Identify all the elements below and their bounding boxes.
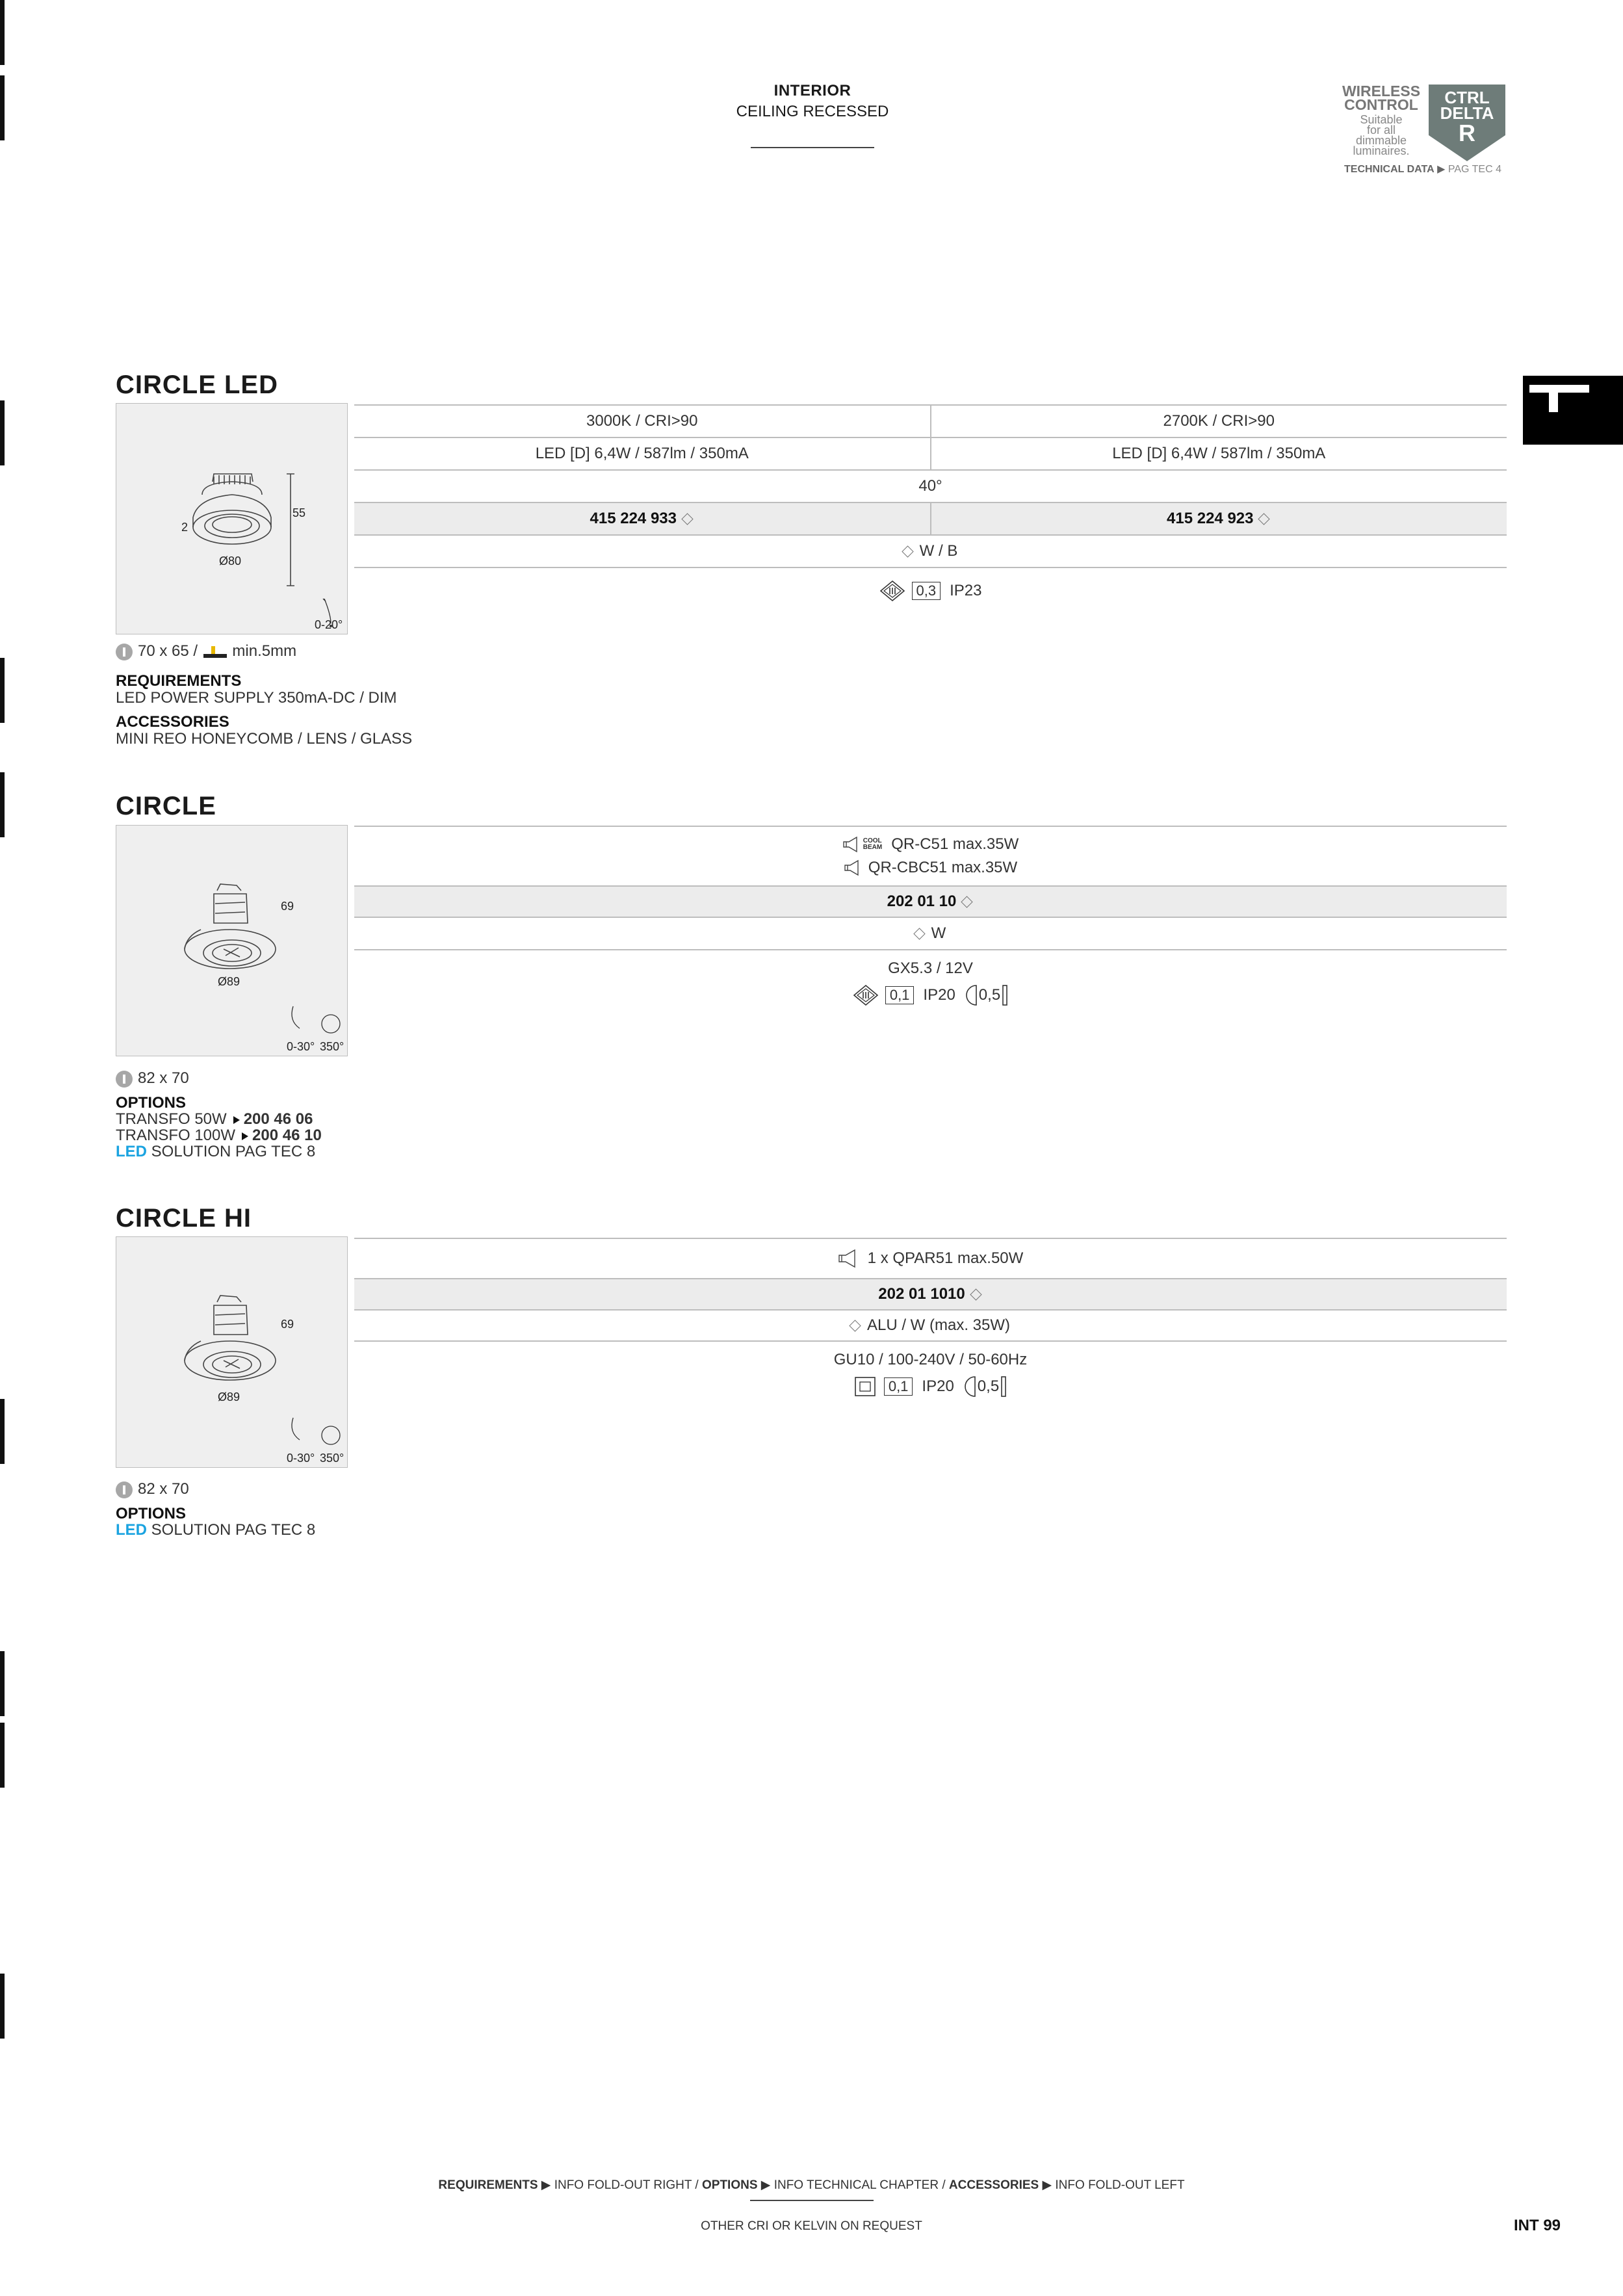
cool-beam-line2: BEAM	[863, 844, 883, 851]
spec-table-circle	[354, 826, 1507, 1015]
downlight-drawing-icon	[116, 404, 348, 635]
footer-options-info: INFO TECHNICAL CHAPTER /	[773, 2178, 946, 2192]
spec-row-finish	[354, 534, 1507, 567]
lamp-line-2	[844, 859, 1017, 877]
wireless-text	[1339, 85, 1423, 156]
badge-line1: CTRL	[1444, 88, 1490, 107]
requirements-label: REQUIREMENTS	[116, 672, 242, 690]
registration-mark	[0, 0, 5, 65]
article-code-text: 202 01 1010	[878, 1285, 965, 1303]
subsection-title: CEILING RECESSED	[736, 103, 889, 120]
registration-mark	[0, 1974, 5, 2039]
product-drawing-circle	[116, 825, 348, 1056]
wireless-small3: dimmable	[1355, 134, 1407, 147]
page-number: INT 99	[1514, 2217, 1561, 2234]
option-transfo-50-text: TRANSFO 50W	[116, 1110, 227, 1128]
tab-ceiling-icon	[1529, 385, 1589, 393]
lamp-line-1	[842, 835, 1019, 854]
finish-text: W	[931, 924, 946, 942]
led-label: LED	[116, 1521, 147, 1539]
footer-legend	[0, 2178, 1623, 2193]
registration-mark	[0, 772, 5, 837]
spec-row-finish	[354, 917, 1507, 949]
spec-value-box: 0,3	[912, 582, 941, 600]
cool-beam-badge	[863, 838, 882, 851]
tab-ceiling-icon-stem	[1549, 393, 1558, 412]
colour-temp-a: 3000K / CRI>90	[586, 412, 698, 430]
lamp-cell	[354, 1239, 1507, 1278]
triangle-arrow-icon: ▶	[1042, 2178, 1052, 2192]
class-iii-diamond-icon	[853, 984, 879, 1006]
rotation-angle: 350°	[320, 1040, 344, 1053]
led-solution-text: SOLUTION PAG TEC 8	[151, 1521, 316, 1539]
tilt-angle: 0-20°	[315, 618, 343, 631]
reflector-lamp-icon	[842, 836, 862, 853]
symbols-line	[853, 984, 1008, 1006]
distance-half-circle-icon	[965, 984, 979, 1006]
object-bar-icon	[1000, 1376, 1007, 1398]
spec-row-lamp	[354, 1238, 1507, 1278]
option-transfo-100-code[interactable]: 200 46 10	[252, 1127, 322, 1144]
socket-voltage: GU10 / 100-240V / 50-60Hz	[833, 1351, 1028, 1368]
lamp-type-2: QR-CBC51 max.35W	[868, 859, 1018, 876]
spec-value-box: 0,1	[884, 1377, 913, 1396]
spec-row-code	[354, 502, 1507, 534]
reflector-lamp-icon	[844, 859, 863, 876]
article-code[interactable]	[354, 887, 1507, 917]
cutout-note-circle-hi	[116, 1480, 189, 1498]
technical-data-label: TECHNICAL DATA	[1344, 164, 1435, 175]
product-title-circle: CIRCLE	[116, 792, 216, 820]
product-drawing-circle-hi	[116, 1236, 348, 1468]
footer-requirements: REQUIREMENTS	[438, 2178, 538, 2192]
registration-mark	[0, 400, 5, 465]
spec-table-circle-hi	[354, 1238, 1507, 1407]
product-title-circle-led: CIRCLE LED	[116, 371, 278, 399]
ip-rating: IP20	[923, 986, 955, 1004]
ceiling-thickness-icon	[202, 644, 228, 660]
spec-row-lamp	[354, 826, 1507, 885]
cool-beam-line1: COOL	[863, 837, 882, 844]
wireless-line1: WIRELESS	[1342, 83, 1421, 99]
article-code[interactable]	[354, 1279, 1507, 1309]
option-transfo-100-text: TRANSFO 100W	[116, 1127, 236, 1144]
diamond-icon	[970, 1288, 981, 1300]
technical-data-ref: PAG TEC 4	[1448, 164, 1501, 175]
spec-row-symbols	[354, 567, 1507, 614]
beam-angle: 40°	[918, 477, 942, 495]
dimension-height: 55	[292, 506, 306, 519]
article-code-b-text: 415 224 923	[1167, 510, 1254, 527]
tilt-angle: 0-30°	[287, 1452, 315, 1465]
registration-mark	[0, 75, 5, 140]
dimension-diameter: Ø89	[218, 975, 240, 988]
option-led-solution	[116, 1521, 315, 1539]
led-spec-a: LED [D] 6,4W / 587lm / 350mA	[535, 445, 749, 462]
triangle-arrow-icon: ▶	[541, 2178, 551, 2192]
cutout-size: 82 x 70	[138, 1480, 189, 1498]
wireless-line2: CONTROL	[1344, 96, 1418, 113]
cutout-info-icon	[116, 1071, 133, 1088]
tilt-angle: 0-30°	[287, 1040, 315, 1053]
min-distance: 0,5	[978, 986, 1001, 1004]
electrical-cell	[354, 950, 1507, 1015]
footer-divider	[750, 2200, 874, 2201]
spec-row-beam	[354, 469, 1507, 502]
section-title: INTERIOR	[773, 82, 851, 99]
spec-row-led	[354, 437, 1507, 469]
options-label: OPTIONS	[116, 1505, 187, 1522]
cutout-info-icon	[116, 1481, 133, 1498]
class-ii-square-icon	[854, 1376, 877, 1398]
spec-row-electrical	[354, 1340, 1507, 1407]
footer-options: OPTIONS	[702, 2178, 758, 2192]
registration-mark	[0, 1651, 5, 1716]
article-code-b[interactable]	[930, 503, 1507, 534]
wireless-control-badge	[1339, 83, 1511, 181]
socket-voltage: GX5.3 / 12V	[888, 959, 973, 977]
triangle-arrow-icon	[242, 1132, 248, 1140]
product-title-circle-hi: CIRCLE HI	[116, 1204, 252, 1233]
cutout-size: 70 x 65 /	[138, 642, 198, 660]
class-iii-diamond-icon	[879, 580, 905, 602]
finish-text: W / B	[919, 542, 958, 560]
symbols-cell	[354, 568, 1507, 614]
cutout-info-icon	[116, 644, 133, 660]
finish-text: ALU / W (max. 35W)	[866, 1316, 1011, 1334]
lamp-type: 1 x QPAR51 max.50W	[867, 1249, 1024, 1267]
diamond-icon	[1258, 513, 1270, 525]
spec-table-circle-led	[354, 404, 1507, 614]
reflector-lamp-icon	[838, 1249, 861, 1268]
footer-requirements-info: INFO FOLD-OUT RIGHT /	[554, 2178, 699, 2192]
header-divider	[751, 147, 874, 148]
lamp-type-1: QR-C51 max.35W	[891, 835, 1019, 853]
cutout-note-circle-led	[116, 642, 296, 660]
finish-cell	[354, 1311, 1507, 1340]
option-led-solution	[116, 1143, 315, 1161]
dimension-diameter: Ø89	[218, 1390, 240, 1403]
option-transfo-50	[116, 1110, 313, 1128]
registration-mark	[0, 658, 5, 723]
ip-rating: IP23	[950, 582, 982, 599]
spec-row-code	[354, 1278, 1507, 1309]
colour-temp-b: 2700K / CRI>90	[930, 406, 1507, 437]
led-spec-b: LED [D] 6,4W / 587lm / 350mA	[930, 438, 1507, 469]
registration-mark	[0, 1399, 5, 1464]
triangle-arrow-icon: ▶	[1437, 164, 1446, 175]
spec-row-electrical	[354, 949, 1507, 1015]
ip-rating: IP20	[922, 1377, 954, 1395]
option-transfo-100	[116, 1127, 322, 1145]
spec-value-box: 0,1	[885, 986, 915, 1004]
badge-line3: R	[1459, 120, 1475, 146]
cutout-size: 82 x 70	[138, 1069, 189, 1087]
requirements-text: LED POWER SUPPLY 350mA-DC / DIM	[116, 689, 397, 707]
rotation-angle: 350°	[320, 1452, 344, 1465]
dimension-height: 69	[281, 900, 294, 913]
wireless-small4: luminaires.	[1353, 144, 1410, 157]
dimension-offset: 2	[181, 521, 188, 534]
options-label: OPTIONS	[116, 1094, 187, 1112]
diamond-icon	[681, 513, 693, 525]
article-code-a-text: 415 224 933	[590, 510, 677, 527]
footer-note: OTHER CRI OR KELVIN ON REQUEST	[701, 2219, 922, 2233]
lamp-cell	[354, 827, 1507, 885]
downlight-drawing-icon	[116, 826, 348, 1057]
led-label: LED	[116, 1143, 147, 1160]
wireless-small1: Suitable	[1360, 113, 1403, 126]
distance-half-circle-icon	[963, 1376, 978, 1398]
badge-line2: DELTA	[1440, 103, 1494, 123]
option-transfo-50-code[interactable]: 200 46 06	[243, 1110, 313, 1128]
cutout-note-circle	[116, 1069, 189, 1088]
ceiling-thickness: min.5mm	[232, 642, 297, 660]
electrical-cell	[354, 1342, 1507, 1407]
spec-row-colour-temp	[354, 404, 1507, 437]
led-solution-text: SOLUTION PAG TEC 8	[151, 1143, 316, 1160]
technical-data-link[interactable]	[1344, 163, 1501, 176]
article-code-text: 202 01 10	[887, 893, 957, 910]
downlight-drawing-icon	[116, 1237, 348, 1468]
product-drawing-circle-led	[116, 403, 348, 634]
footer-accessories-info: INFO FOLD-OUT LEFT	[1055, 2178, 1185, 2192]
accessories-text: MINI REO HONEYCOMB / LENS / GLASS	[116, 730, 413, 748]
registration-mark	[0, 1723, 5, 1788]
finish-cell	[354, 918, 1507, 949]
triangle-arrow-icon: ▶	[760, 2178, 771, 2192]
triangle-arrow-icon	[233, 1116, 240, 1124]
article-code-a[interactable]	[354, 503, 930, 534]
diamond-icon	[902, 545, 913, 557]
spec-row-finish	[354, 1309, 1507, 1340]
footer-accessories: ACCESSORIES	[948, 2178, 1039, 2192]
symbols-line	[854, 1376, 1007, 1398]
accessories-label: ACCESSORIES	[116, 713, 229, 731]
dimension-diameter: Ø80	[219, 554, 242, 567]
wireless-small2: for all	[1366, 124, 1396, 137]
min-distance: 0,5	[977, 1377, 1000, 1395]
spec-row-code	[354, 885, 1507, 917]
ctrl-delta-label	[1427, 90, 1507, 146]
diamond-icon	[849, 1320, 861, 1331]
diamond-icon	[913, 928, 925, 939]
object-bar-icon	[1002, 984, 1008, 1006]
finish-cell	[354, 536, 1507, 567]
dimension-height: 69	[281, 1318, 294, 1331]
page-header	[702, 82, 923, 148]
diamond-icon	[961, 896, 973, 907]
